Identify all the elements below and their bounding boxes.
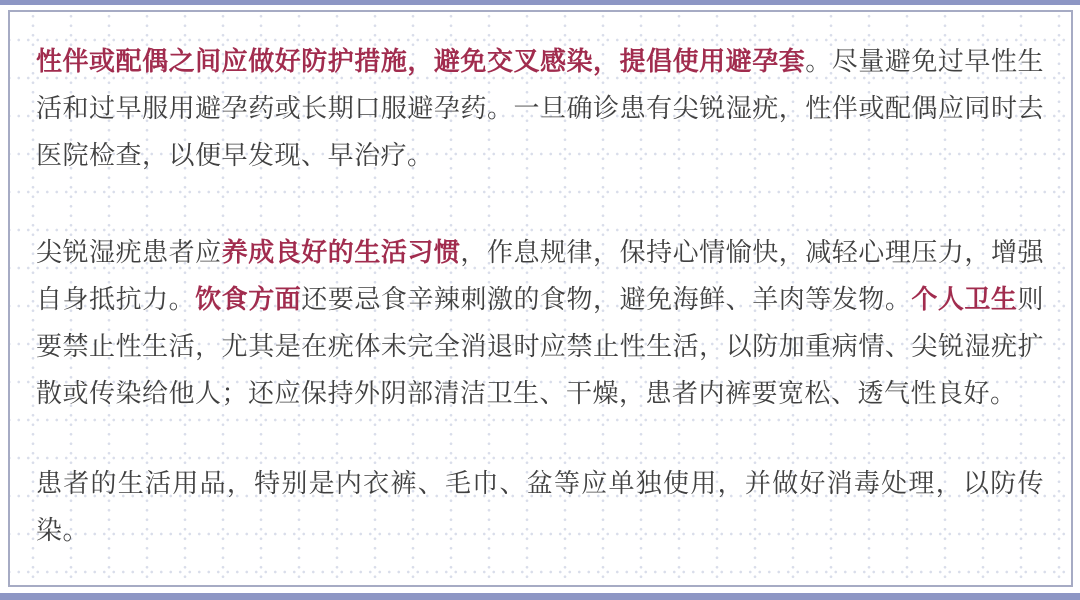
text-run: 患者的生活用品，特别是内衣裤、毛巾、盆等应单独使用，并做好消毒处理，以防传染。 xyxy=(36,468,1044,545)
article-card xyxy=(8,10,1073,587)
top-accent-bar xyxy=(0,0,1080,5)
highlighted-text-run: 养成良好的生活习惯 xyxy=(221,237,461,267)
text-run: 尖锐湿疣患者应 xyxy=(36,237,222,267)
text-run: 还要忌食辛辣刺激的食物，避免海鲜、羊肉等发物。 xyxy=(301,284,912,314)
highlighted-text-run: 个人卫生 xyxy=(911,284,1018,314)
text-run: ，作息规律，保持心情愉快，减轻心理压力，增强自身抵抗力。 xyxy=(36,237,1044,314)
bottom-accent-bar xyxy=(0,593,1080,600)
paragraph-personal-items xyxy=(36,460,1044,554)
text-run: 则要禁止性生活，尤其是在疣体未完全消退时应禁止性生活，以防加重病情、尖锐湿疣扩散或传染给他人；还应保持外阴部清洁卫生、干燥，患者内裤要宽松、透气性良好。 xyxy=(36,284,1044,408)
highlighted-text-run: 饮食方面 xyxy=(195,284,302,314)
article-body xyxy=(36,38,1044,554)
highlighted-text-run: 性伴或配偶之间应做好防护措施，避免交叉感染，提倡使用避孕套 xyxy=(36,46,806,76)
text-run: 。尽量避免过早性生活和过早服用避孕药或长期口服避孕药。一旦确诊患有尖锐湿疣，性伴或配偶应同时去医院检查，以便早发现、早治疗。 xyxy=(36,46,1044,170)
paragraph-lifestyle xyxy=(36,229,1044,417)
paragraph-prevention xyxy=(36,38,1044,179)
